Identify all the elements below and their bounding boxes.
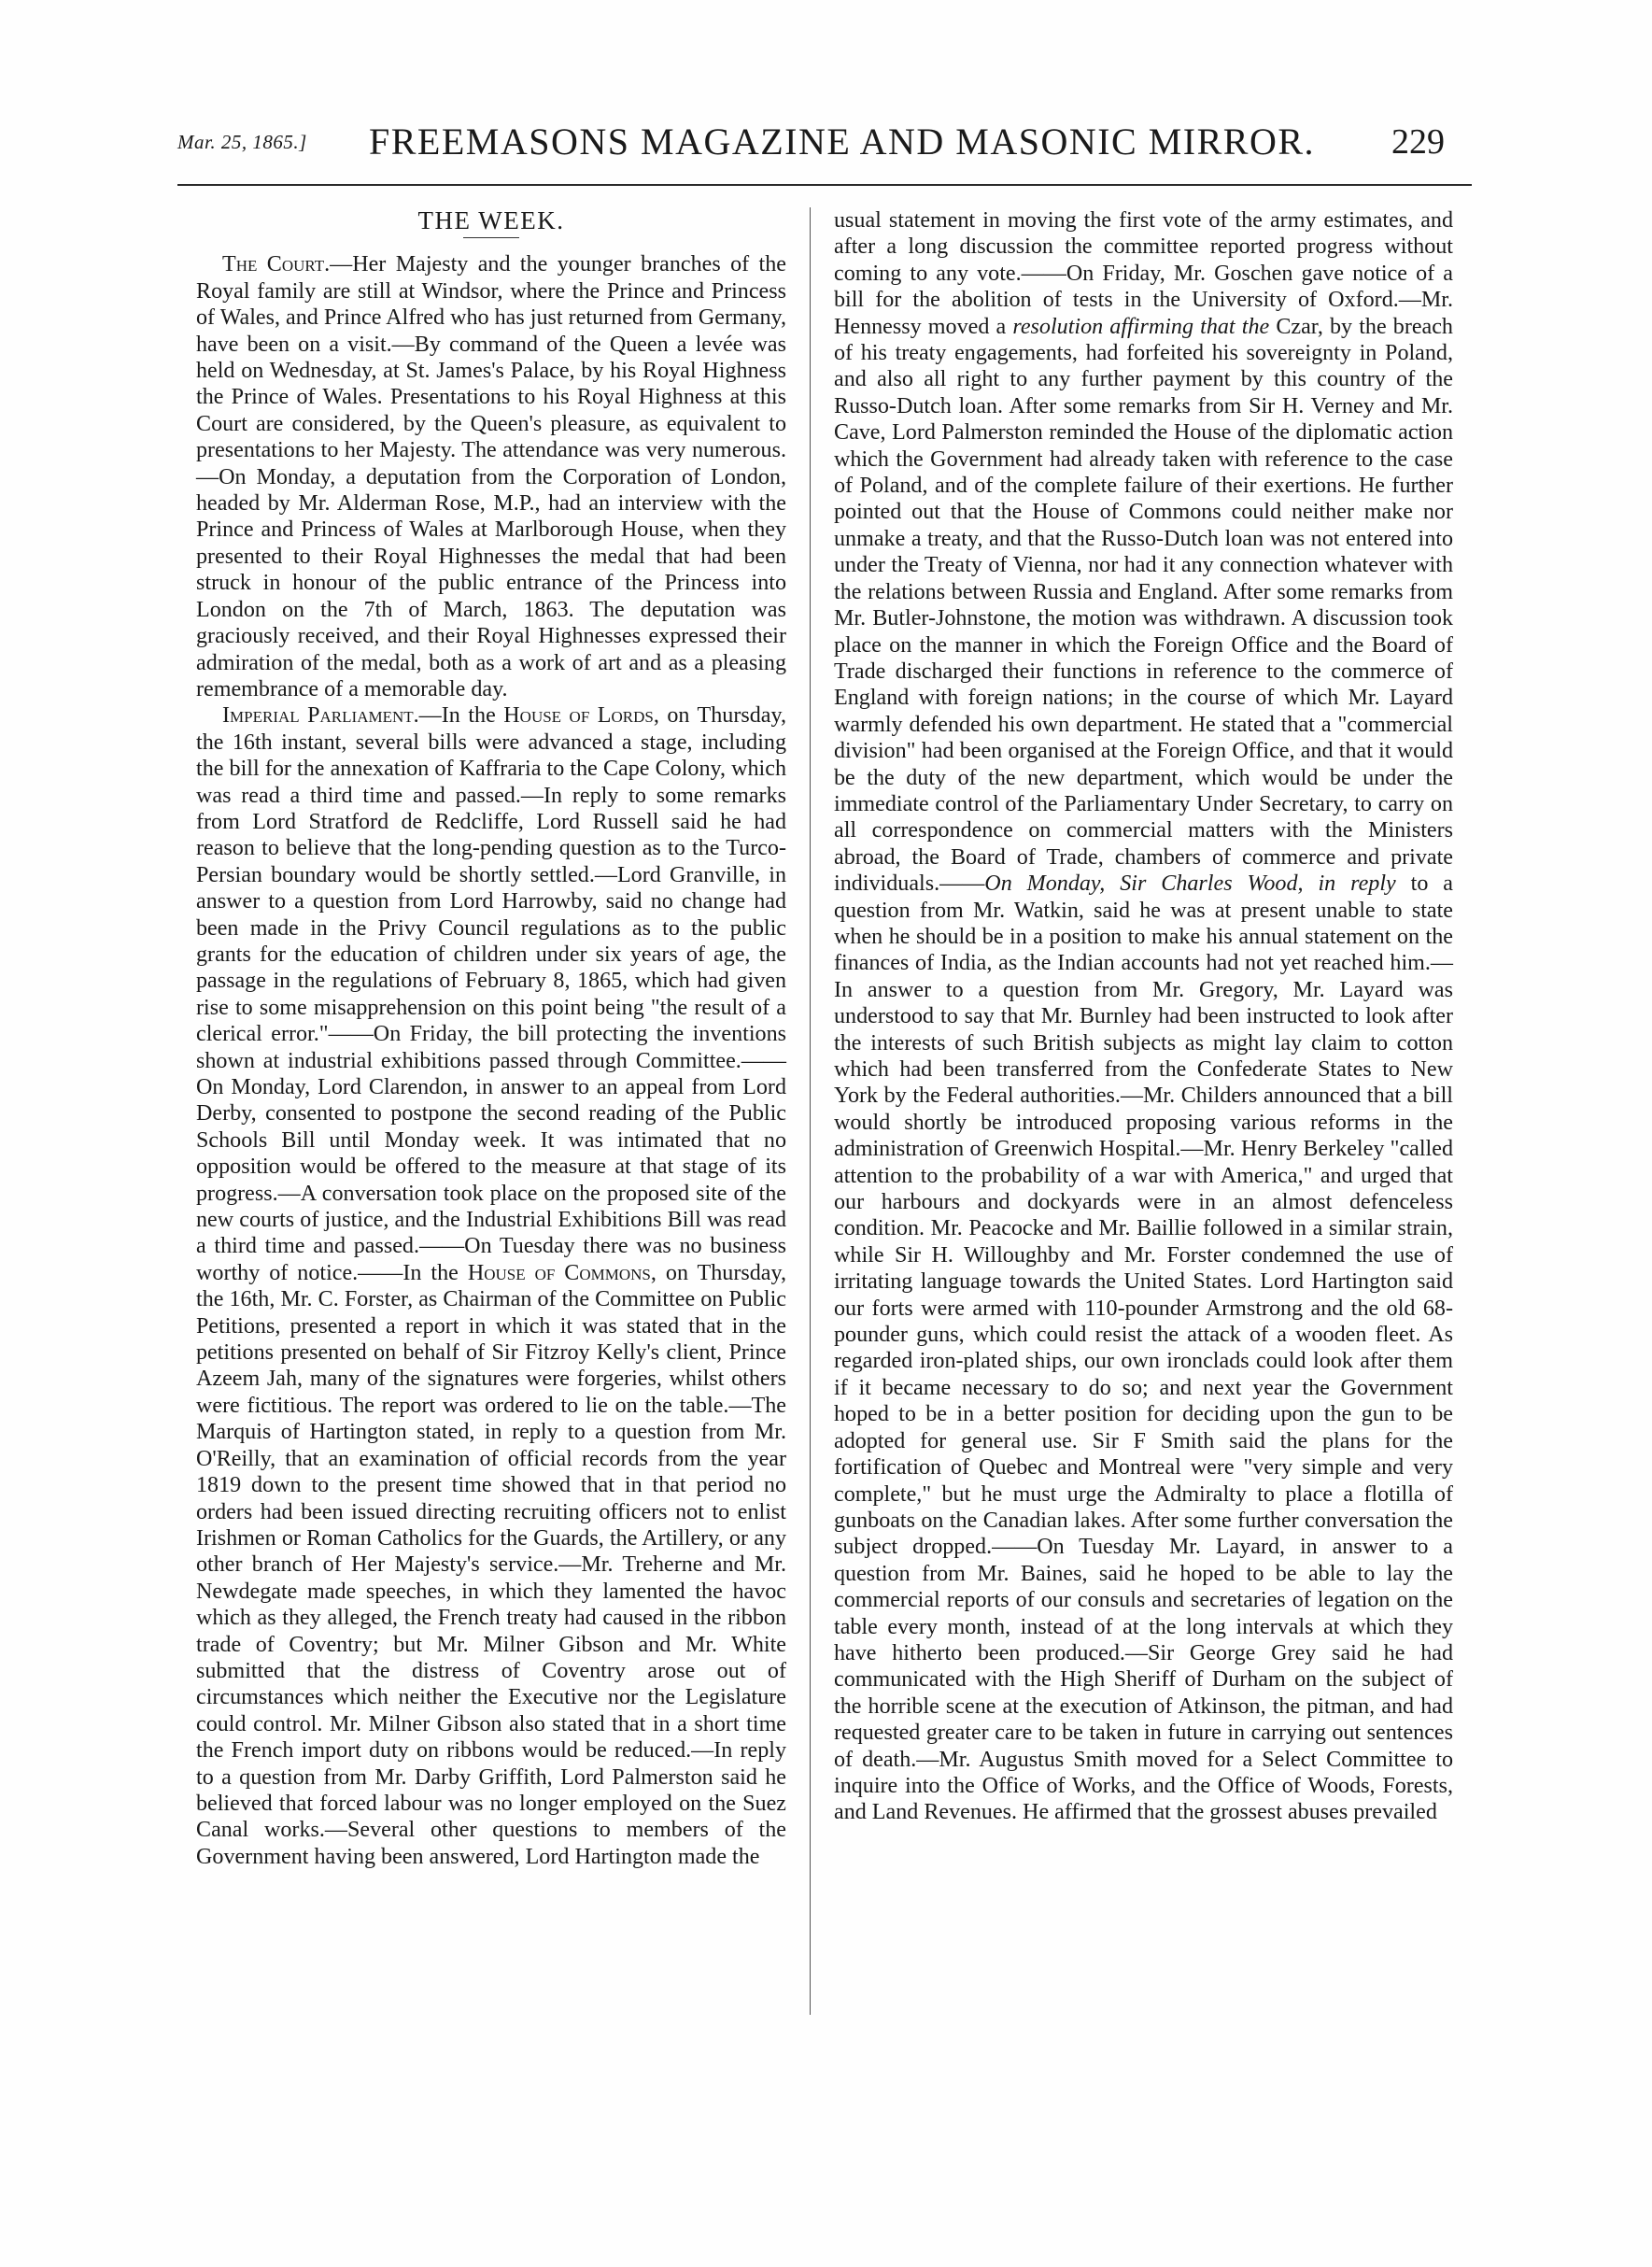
court-paragraph	[196, 251, 786, 702]
parliament-text-3: on Thursday, the 16th, Mr. C. Forster, as Chairman of the Committee on Public Petitions, presented a report in which it was stated that in the petitions presented on behalf of Sir Fitzroy Kelly's client, Prince Azeem Jah, many of the signatures were forgeries, whilst others were fictitious. The report was ordered to lie on the table.—The Marquis of Hartington stated, in reply to a question from Mr. O'Reilly, that an examination of official records from the year 1819 down to the present time showed that in that period no orders had been issued directing recruiting officers not to enlist Irishmen or Roman Catholics for the Guards, the Artillery, or any other branch of Her Majesty's service.—Mr. Treherne and Mr. Newdegate made speeches, in which they lamented the havoc which as they alleged, the French treaty had caused in the ribbon trade of Coventry; but Mr. Milner Gibson and Mr. White submitted that the distress of Coventry arose out of circumstances which neither the Executive nor the Legislature could control. Mr. Milner Gibson also stated that in a short time the French import duty on ribbons would be reduced.—In reply to a question from Mr. Darby Griffith, Lord Palmerston said he believed that forced labour was no longer employed on the Suez Canal works.—Several other questions to members of the Government having been answered, Lord Hartington made the	[196, 1260, 786, 1869]
right-text-italic: resolution affirming that the	[1012, 314, 1270, 339]
column-divider	[810, 207, 811, 2015]
right-text-italic-2: On Monday, Sir Charles Wood, in reply	[984, 871, 1396, 897]
right-text-2: Czar, by the breach of his treaty engagements, had forfeited his sovereignty in Poland, and also all right to any further payment by this country of the Russo-Dutch loan. After some remarks from Sir H. Verney and Mr. Cave, Lord Palmerston reminded the House of the diplomatic action which the Government had already taken with reference to the case of Poland, and of the complete failure of their exertions. He further pointed out that the House of Commons could neither make nor unmake a treaty, and that the Russo-Dutch loan was not entered into under the Treaty of Vienna, nor had it any connection whatever with the relations between Russia and England. After some remarks from Mr. Butler-Johnstone, the motion was withdrawn. A discussion took place on the manner in which the Foreign Office and the Board of Trade discharged their functions in reference to the commerce of England with foreign nations; in the course of which Mr. Layard warmly defended his own department. He stated that a "commercial division" had been organised at the Foreign Office, and that it would be the duty of the new department, which would be under the immediate control of the Parliamentary Under Secretary, to carry on all correspondence on commercial matters with the Ministers abroad, the Board of Trade, chambers of commerce and private individuals.——	[834, 314, 1453, 897]
parliament-heading: Imperial Parliament.	[222, 703, 419, 729]
section-title: THE WEEK.	[417, 206, 565, 234]
header-rule	[177, 184, 1472, 186]
right-text-1: usual statement in moving the first vote of the army estimates, and after a long discussion the committee reported progress without coming to any vote.——On Friday, Mr. Goschen gave notice of a bill for the abolition of tests in the University of Oxford.—Mr. Hennessy moved a	[834, 208, 1453, 339]
court-heading: The Court.	[222, 252, 331, 277]
parliament-text-1: —In the	[418, 703, 504, 729]
title-rule	[463, 237, 519, 238]
court-text: —Her Majesty and the younger branches of the Royal family are still at Windsor, where the Prince and Princess of Wales, and Prince Alfred who has just returned from Germany, have been on a visit.—By command of the Queen a levée was held on Wednesday, at St. James's Palace, by his Royal Highness the Prince of Wales. Presentations to his Royal Highness at this Court are considered, by the Queen's pleasure, as equivalent to presentations to her Majesty. The attendance was very numerous.—On Monday, a deputation from the Corporation of London, headed by Mr. Alderman Rose, M.P., had an interview with the Prince and Princess of Wales at Marlborough House, when they presented to their Royal Highnesses the medal that had been struck in honour of the public entrance of the Princess into London on the 7th of March, 1863. The deputation was graciously received, and their Royal Highnesses expressed their admiration of the medal, both as a work of art and as a pleasing remembrance of a memorable day.	[196, 252, 786, 701]
masthead-title: FREEMASONS MAGAZINE AND MASONIC MIRROR.	[369, 120, 1316, 163]
lords-heading: House of Lords,	[503, 703, 659, 729]
issue-date: Mar. 25, 1865.]	[177, 131, 307, 153]
continued-paragraph	[834, 207, 1453, 1826]
page-number: 229	[1391, 122, 1445, 162]
parliament-paragraph	[196, 702, 786, 1870]
parliament-text-2: on Thursday, the 16th instant, several bills were advanced a stage, including the bill for the annexation of Kaffraria to the Cape Colony, which was read a third time and passed.—In reply to some remarks from Lord Stratford de Redcliffe, Lord Russell said he had reason to believe that the long-pending question as to the Turco-Persian boundary would be shortly settled.—Lord Granville, in answer to a question from Lord Harrowby, said no change had been made in the Privy Council regulations as to the public grants for the education of children under six years of age, the passage in the regulations of February 8, 1865, which had given rise to some misapprehension on this point being "the result of a clerical error."——On Friday, the bill protecting the inventions shown at industrial exhibitions passed through Committee.——On Monday, Lord Clarendon, in answer to an appeal from Lord Derby, consented to postpone the second reading of the Public Schools Bill until Monday week. It was intimated that no opposition would be offered to the measure at that stage of its progress.—A conversation took place on the proposed site of the new courts of justice, and the Industrial Exhibitions Bill was read a third time and passed.——On Tuesday there was no business worthy of notice.——In the	[196, 703, 786, 1285]
commons-heading: House of Commons,	[467, 1260, 657, 1285]
left-column	[196, 207, 786, 1870]
right-column	[834, 207, 1453, 1826]
right-text-3: to a question from Mr. Watkin, said he was at present unable to state when he should be in a position to make his annual statement on the finances of India, as the Indian accounts had not yet reached him.—In answer to a question from Mr. Gregory, Mr. Layard was understood to say that Mr. Burnley had been instructed to look after the interests of such British subjects as might lay claim to cotton which had been transferred from the Confederate States to New York by the Federal authorities.—Mr. Childers announced that a bill would shortly be introduced proposing various reforms in the administration of Greenwich Hospital.—Mr. Henry Berkeley "called attention to the probability of a war with America," and urged that our harbours and dockyards were in an almost defenceless condition. Mr. Peacocke and Mr. Baillie followed in a similar strain, while Sir H. Willoughby and Mr. Forster condemned the use of irritating language towards the United States. Lord Hartington said our forts were armed with 110-pounder Armstrong and the old 68-pounder guns, which could resist the attack of a wooden fleet. As regarded iron-plated ships, our own ironclads could look after them if it became necessary to do so; and next year the Government hoped to be in a better position for deciding upon the gun to be adopted for general use. Sir F Smith said the plans for the fortification of Quebec and Montreal were "very simple and very complete," but he must urge the Admiralty to place a flotilla of gunboats on the Canadian lakes. After some further conversation the subject dropped.——On Tuesday Mr. Layard, in answer to a question from Mr. Baines, said he hoped to be able to lay the commercial reports of our consuls and secretaries of legation on the table every month, instead of at the long intervals at which they have hitherto been produced.—Sir George Grey said he had communicated with the High Sheriff of Durham on the subject of the horrible scene at the execution of Atkinson, the pitman, and had requested greater care to be taken in future in carrying out sentences of death.—Mr. Augustus Smith moved for a Select Committee to inquire into the Office of Works, and the Office of Woods, Forests, and Land Revenues. He affirmed that the grossest abuses prevailed	[834, 871, 1453, 1825]
